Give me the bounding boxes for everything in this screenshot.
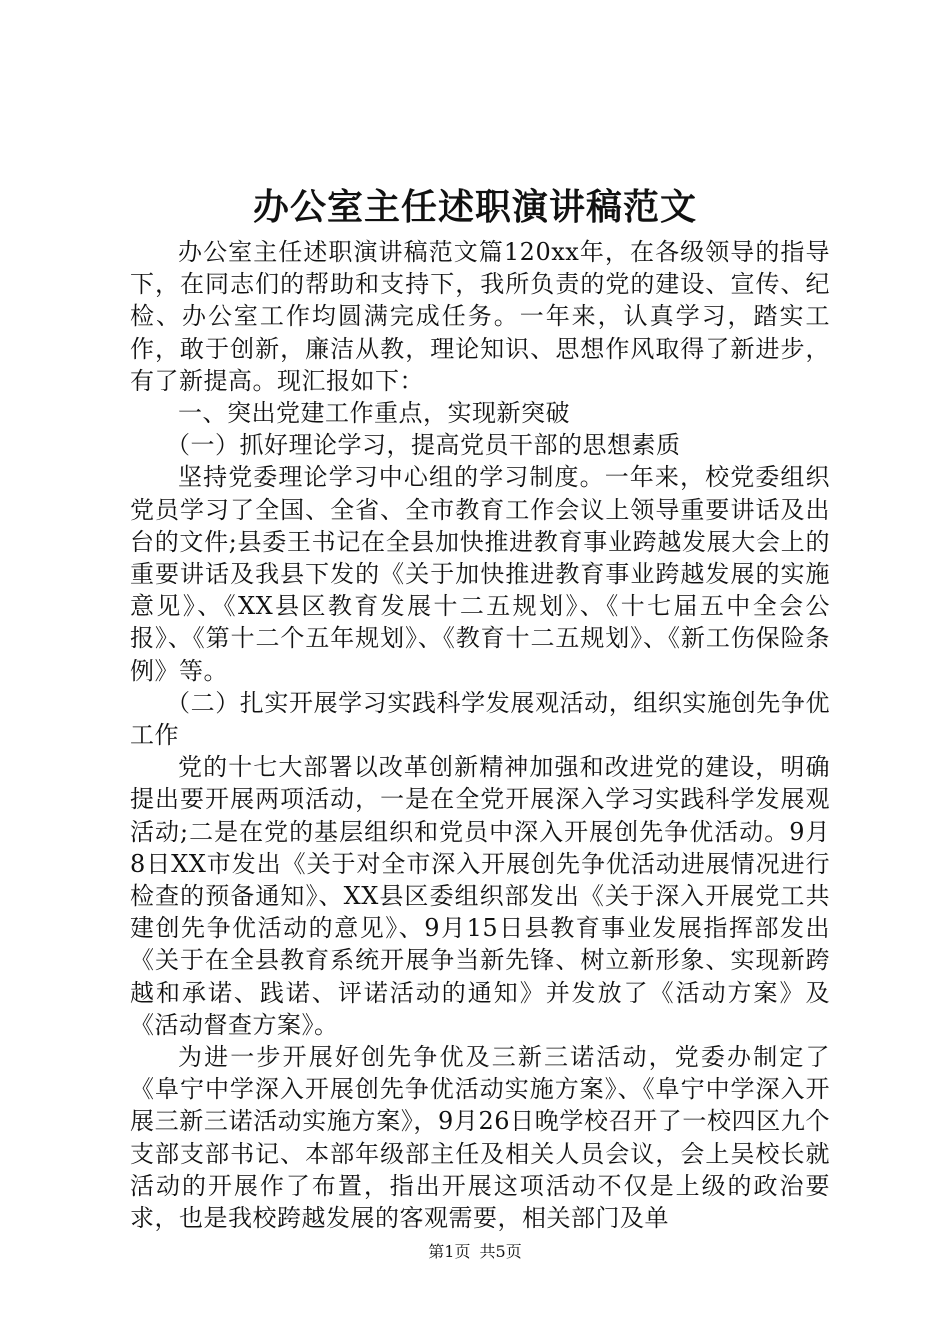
paragraph-implementation: 为进一步开展好创先争优及三新三诺活动，党委办制定了《阜宁中学深入开展创先争优活动实施方案》、《阜宁中学深入开展三新三诺活动实施方案》，9月26日晚学校召开了一校四区九个支部支部书记、本部年级部主任及相关人员会议，会上吴校长就活动的开展作了布置，指出开展这项活动不仅是上级的政治要求，也是我校跨越发展的客观需要，相关部门及单 xyxy=(130,1043,830,1233)
section-heading-1: 一、突出党建工作重点，实现新突破 xyxy=(178,399,570,428)
paragraph-activities: 党的十七大部署以改革创新精神加强和改进党的建设，明确提出要开展两项活动，一是在全党开展深入学习实践科学发展观活动;二是在党的基层组织和党员中深入开展创先争优活动。9月8日XX市发出《关于对全市深入开展创先争优活动进展情况进行检查的预备通知》、XX县区委组织部发出《关于深入开展党工共建创先争优活动的意见》、9月15日县教育事业发展指挥部发出《关于在全县教育系统开展争当新先锋、树立新形象、实现新跨越和承诺、践诺、评诺活动的通知》并发放了《活动方案》及《活动督查方案》。 xyxy=(130,753,830,1039)
subsection-heading-1: （一）抓好理论学习，提高党员干部的思想素质 xyxy=(166,431,681,460)
page-number-current: 第1页 xyxy=(428,1242,471,1261)
subsection-heading-2: （二）扎实开展学习实践科学发展观活动，组织实施创先争优工作 xyxy=(130,688,830,750)
page-number-total: 共5页 xyxy=(479,1242,522,1261)
paragraph-intro: 办公室主任述职演讲稿范文篇120xx年，在各级领导的指导下，在同志们的帮助和支持下，我所负责的党的建设、宣传、纪检、办公室工作均圆满完成任务。一年来，认真学习，踏实工作，敢于创新，廉洁从教，理论知识、思想作风取得了新进步，有了新提高。现汇报如下： xyxy=(130,238,830,395)
document-body xyxy=(130,236,830,1234)
document-title: 办公室主任述职演讲稿范文 xyxy=(252,186,697,228)
page-footer xyxy=(0,1241,950,1263)
paragraph-theory-study: 坚持党委理论学习中心组的学习制度。一年来，校党委组织党员学习了全国、全省、全市教育工作会议上领导重要讲话及出台的文件;县委王书记在全县加快推进教育事业跨越发展大会上的重要讲话及我县下发的《关于加快推进教育事业跨越发展的实施意见》、《XX县区教育发展十二五规划》、《十七届五中全会公报》、《第十二个五年规划》、《教育十二五规划》、《新工伤保险条例》等。 xyxy=(130,463,830,685)
